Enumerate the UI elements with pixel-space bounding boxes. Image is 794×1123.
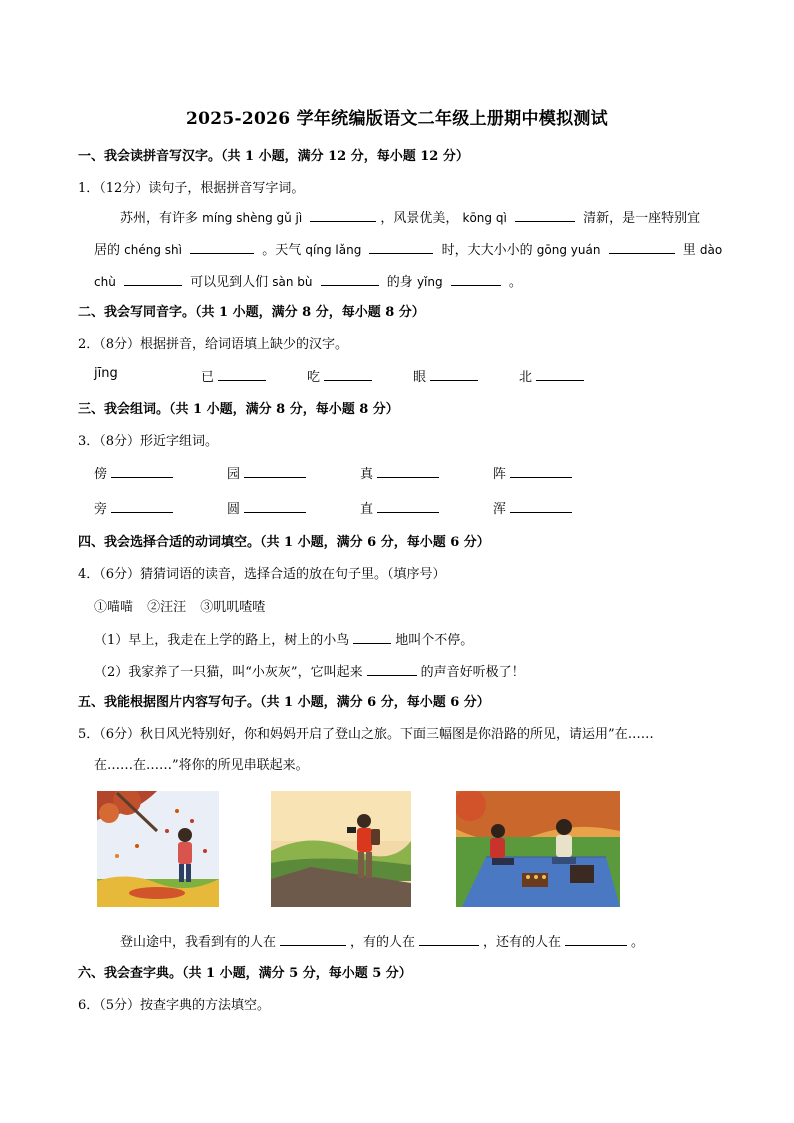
q4-options: ①喵喵 ②汪汪 ③叽叽喳喳: [94, 600, 266, 615]
answer-blank[interactable]: [510, 465, 572, 478]
section-4-heading: 四、我会选择合适的动词填空。（共 1 小题，满分 6 分，每小题 6 分）: [78, 535, 490, 550]
question-4-label: 4．（6分）猜猜词语的读音，选择合适的放在句子里。（填序号）: [78, 567, 446, 582]
answer-blank[interactable]: [111, 500, 173, 513]
q3-item: 圆: [227, 498, 310, 517]
answer-blank[interactable]: [430, 368, 478, 381]
question-6-label: 6．（5分）按查字典的方法填空。: [78, 998, 271, 1013]
q1-line-2: 居的 chéng shì 。天气 qíng lǎng 时，大大小小的 gōng yuán 里 dào: [94, 243, 723, 258]
answer-blank[interactable]: [369, 241, 433, 254]
autumn-leaves-picture: [97, 791, 219, 907]
answer-blank[interactable]: [321, 273, 379, 286]
answer-blank[interactable]: [353, 631, 391, 644]
q3-item: 直: [360, 498, 443, 517]
answer-blank[interactable]: [451, 273, 501, 286]
question-5-label-cont: 在……在……”将你的所见串联起来。: [94, 758, 309, 773]
answer-blank[interactable]: [536, 368, 584, 381]
answer-blank[interactable]: [280, 933, 346, 946]
question-1-label: 1．（12分）读句子，根据拼音写字词。: [78, 181, 305, 196]
q2-item: 眼: [413, 366, 482, 385]
q2-item: 北: [519, 366, 588, 385]
picnic-picture: [456, 791, 620, 907]
answer-blank[interactable]: [244, 500, 306, 513]
answer-blank[interactable]: [377, 465, 439, 478]
question-3-label: 3．（8分）形近字组词。: [78, 434, 219, 449]
section-6-heading: 六、我会查字典。（共 1 小题，满分 5 分，每小题 5 分）: [78, 966, 412, 981]
answer-blank[interactable]: [324, 368, 372, 381]
answer-blank[interactable]: [310, 209, 376, 222]
page-title: 2025-2026 学年统编版语文二年级上册期中模拟测试: [185, 109, 608, 129]
section-2-heading: 二、我会写同音字。（共 1 小题，满分 8 分，每小题 8 分）: [78, 305, 425, 320]
q2-item: 已: [201, 366, 270, 385]
q3-item: 园: [227, 463, 310, 482]
answer-blank[interactable]: [565, 933, 627, 946]
answer-blank[interactable]: [609, 241, 675, 254]
q4-sentence-1: （1）早上，我走在上学的路上，树上的小鸟 地叫个不停。: [94, 633, 474, 648]
section-3-heading: 三、我会组词。（共 1 小题，满分 8 分，每小题 8 分）: [78, 402, 399, 417]
answer-blank[interactable]: [111, 465, 173, 478]
question-2-label: 2．（8分）根据拼音，给词语填上缺少的汉字。: [78, 337, 349, 352]
answer-blank[interactable]: [515, 209, 575, 222]
answer-blank[interactable]: [510, 500, 572, 513]
q2-pinyin: jīng: [94, 366, 118, 381]
q3-item: 真: [360, 463, 443, 482]
answer-blank[interactable]: [218, 368, 266, 381]
answer-blank[interactable]: [419, 933, 479, 946]
photographer-picture: [271, 791, 411, 907]
answer-blank[interactable]: [377, 500, 439, 513]
q3-item: 旁: [94, 498, 177, 517]
answer-blank[interactable]: [124, 273, 182, 286]
answer-blank[interactable]: [190, 241, 254, 254]
q4-sentence-2: （2）我家养了一只猫，叫“小灰灰”，它叫起来 的声音好听极了！: [94, 665, 525, 680]
q2-item: 吃: [307, 366, 376, 385]
section-5-heading: 五、我能根据图片内容写句子。（共 1 小题，满分 6 分，每小题 6 分）: [78, 695, 490, 710]
q3-item: 傍: [94, 463, 177, 482]
q5-sentence: 登山途中，我看到有的人在 ，有的人在 ，还有的人在 。: [120, 935, 645, 950]
answer-blank[interactable]: [367, 663, 417, 676]
answer-blank[interactable]: [244, 465, 306, 478]
q3-item: 浑: [493, 498, 576, 517]
q3-item: 阵: [493, 463, 576, 482]
q1-line-3: chù 可以见到人们 sàn bù 的身 yǐng 。: [94, 275, 522, 290]
q1-line-1: 苏州，有许多 míng shèng gǔ jì ，风景优美， kōng qì 清新，是一座特别宜: [120, 211, 701, 226]
section-1-heading: 一、我会读拼音写汉字。（共 1 小题，满分 12 分，每小题 12 分）: [78, 149, 469, 164]
question-5-label: 5．（6分）秋日风光特别好，你和妈妈开启了登山之旅。下面三幅图是你沿路的所见，请运用”在……: [78, 727, 654, 742]
